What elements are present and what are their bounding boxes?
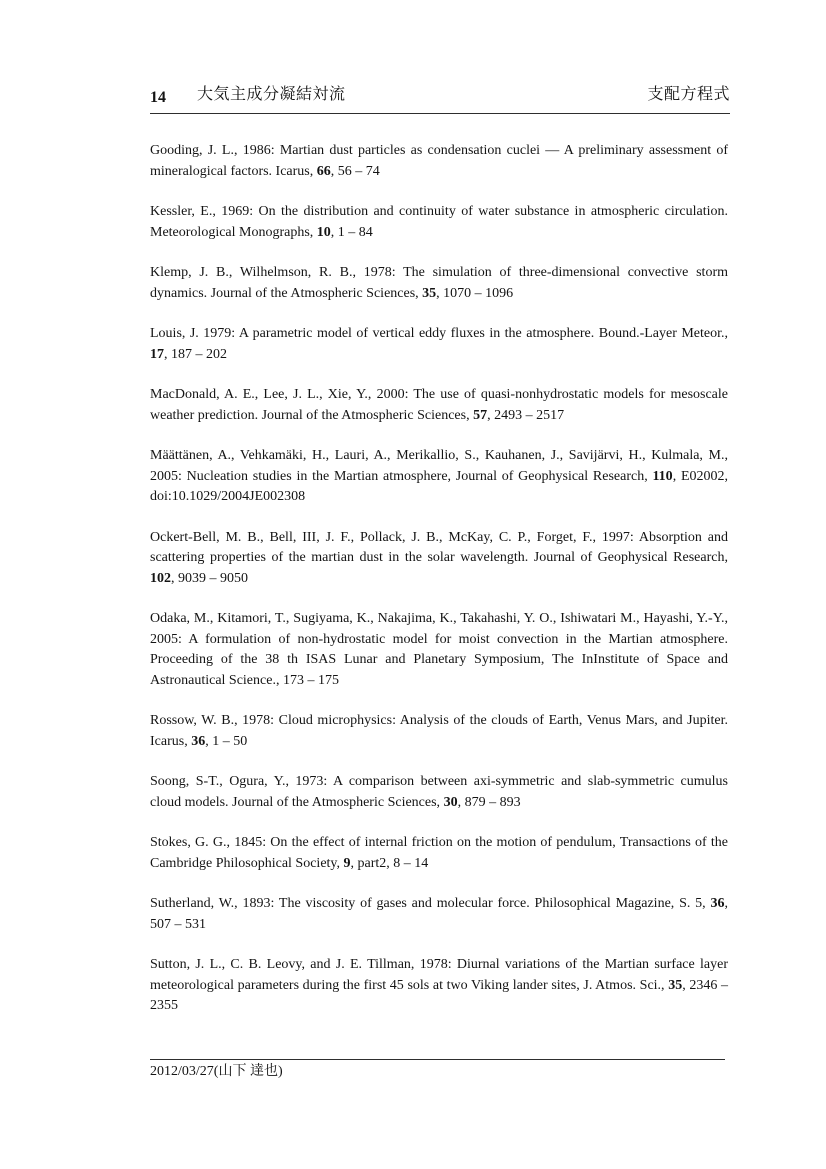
reference-item	[150, 202, 728, 243]
reference-item	[150, 385, 728, 426]
volume-number: 36	[710, 896, 725, 911]
reference-text: , 879 – 893	[457, 794, 521, 810]
reference-item	[150, 772, 728, 813]
volume-number: 17	[150, 346, 164, 362]
page-header	[150, 86, 730, 114]
reference-item	[150, 894, 728, 935]
volume-number: 30	[443, 794, 458, 810]
volume-number: 35	[422, 285, 437, 301]
reference-item	[150, 446, 728, 508]
reference-text: , 507 – 531	[150, 896, 728, 932]
reference-text: Stokes, G. G., 1845: On the effect of internal friction on the motion of pendulum, Transactions of the Cambridge Philosophical Society,	[150, 835, 728, 871]
reference-item	[150, 263, 728, 304]
volume-number: 57	[473, 407, 488, 423]
reference-text: Odaka, M., Kitamori, T., Sugiyama, K., Nakajima, K., Takahashi, Y. O., Ishiwatari M., Hayashi, Y.-Y., 2005: A formulation of non-hydrostatic model for moist convection in the Martian atmosphere. Proceeding of the 38 th ISAS Lunar and Planetary Symposium, The InInstitute of Space and Astronautical Science., 173 – 175	[150, 611, 728, 688]
volume-number: 9	[343, 855, 351, 871]
reference-text: Sutton, J. L., C. B. Leovy, and J. E. Tillman, 1978: Diurnal variations of the Martian surface layer meteorological parameters during the first 45 sols at two Viking lander sites, J. Atmos. Sci.,	[150, 957, 728, 993]
reference-item	[150, 324, 728, 365]
reference-item	[150, 833, 728, 874]
volume-number: 110	[652, 468, 673, 484]
reference-text: , 9039 – 9050	[171, 570, 248, 586]
reference-text: , 2346 – 2355	[150, 977, 728, 1013]
header-left-title: 大気主成分凝結対流	[197, 86, 346, 103]
volume-number: 10	[316, 224, 331, 240]
reference-text: , part2, 8 – 14	[350, 855, 429, 871]
references-list	[150, 141, 728, 1037]
reference-item	[150, 141, 728, 182]
reference-text: , 187 – 202	[164, 346, 227, 362]
reference-item	[150, 711, 728, 752]
volume-number: 36	[191, 733, 206, 749]
volume-number: 66	[316, 163, 331, 179]
reference-text: Klemp, J. B., Wilhelmson, R. B., 1978: The simulation of three-dimensional convective storm dynamics. Journal of the Atmospheric Sciences,	[150, 265, 728, 301]
reference-text: Soong, S-T., Ogura, Y., 1973: A comparison between axi-symmetric and slab-symmetric cumulus cloud models. Journal of the Atmospheric Sciences,	[150, 774, 728, 810]
reference-text: Kessler, E., 1969: On the distribution and continuity of water substance in atmospheric circulation. Meteorological Monographs,	[150, 204, 728, 240]
reference-text: Sutherland, W., 1893: The viscosity of gases and molecular force. Philosophical Magazine, S. 5,	[150, 896, 711, 911]
reference-text: Louis, J. 1979: A parametric model of vertical eddy fluxes in the atmosphere. Bound.-Layer Meteor.,	[150, 326, 728, 341]
reference-text: MacDonald, A. E., Lee, J. L., Xie, Y., 2000: The use of quasi-nonhydrostatic models for mesoscale weather prediction. Journal of the Atmospheric Sciences,	[150, 387, 728, 423]
reference-text: , 1070 – 1096	[436, 285, 514, 301]
footer-date-author: 2012/03/27(山下 達也)	[150, 1064, 283, 1079]
reference-text: , 56 – 74	[330, 163, 380, 179]
header-right-title: 支配方程式	[647, 86, 730, 103]
reference-text: Gooding, J. L., 1986: Martian dust particles as condensation cuclei — A preliminary assessment of mineralogical factors. Icarus,	[150, 143, 728, 179]
footer-rule	[150, 1059, 725, 1060]
volume-number: 102	[150, 570, 171, 586]
reference-text: , E02002, doi:10.1029/2004JE002308	[150, 468, 728, 504]
reference-text: Määttänen, A., Vehkamäki, H., Lauri, A., Merikallio, S., Kauhanen, J., Savijärvi, H., Kulmala, M., 2005: Nucleation studies in the Martian atmosphere, Journal of Geophysical Research,	[150, 448, 728, 484]
reference-text: Rossow, W. B., 1978: Cloud microphysics: Analysis of the clouds of Earth, Venus Mars, and Jupiter. Icarus,	[150, 713, 728, 749]
reference-text: , 1 – 50	[205, 733, 248, 749]
reference-text: , 2493 – 2517	[487, 407, 565, 423]
page-number: 14	[150, 89, 166, 106]
volume-number: 35	[668, 977, 683, 993]
reference-text: Ockert-Bell, M. B., Bell, III, J. F., Pollack, J. B., McKay, C. P., Forget, F., 1997: Absorption and scattering properties of the martian dust in the solar wavelength. Journal of Geophysical Research,	[150, 529, 728, 565]
reference-item	[150, 528, 728, 590]
reference-item	[150, 609, 728, 691]
reference-text: , 1 – 84	[330, 224, 373, 240]
reference-item	[150, 955, 728, 1017]
